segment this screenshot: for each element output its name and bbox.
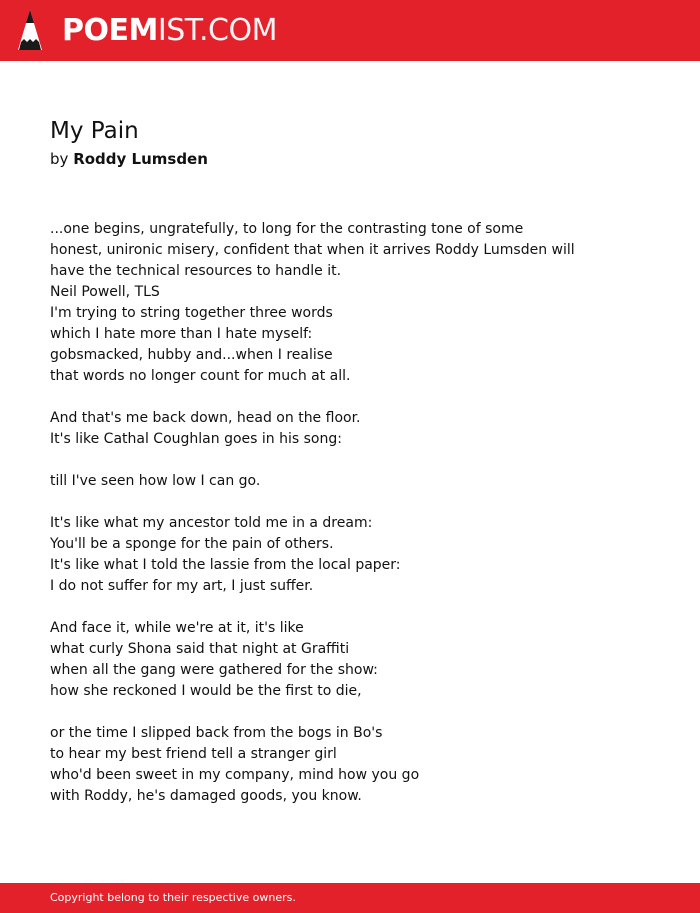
poem-line: You'll be a sponge for the pain of others.: [50, 536, 334, 552]
poem-line: And that's me back down, head on the floor.: [50, 410, 361, 426]
poem-line: ...one begins, ungratefully, to long for the contrasting tone of some: [50, 221, 524, 237]
poem-line: what curly Shona said that night at Graffiti: [50, 641, 350, 657]
poem-line: It's like Cathal Coughlan goes in his song:: [50, 431, 342, 447]
site-header: [0, 0, 700, 61]
poem-line: till I've seen how low I can go.: [50, 473, 261, 489]
site-logo[interactable]: [62, 14, 277, 48]
stanza-break: [50, 597, 650, 618]
poem-line: honest, unironic misery, confident that when it arrives Roddy Lumsden will: [50, 242, 575, 258]
copyright-text: Copyright belong to their respective owners.: [50, 891, 296, 904]
poem-body: [50, 219, 650, 807]
logo-text-light: IST.COM: [157, 13, 277, 48]
logo-text-strong: POEM: [62, 13, 158, 48]
author-name: Roddy Lumsden: [73, 150, 208, 168]
poem-line: I do not suffer for my art, I just suffer.: [50, 578, 314, 594]
stanza-break: [50, 702, 650, 723]
poem-line: I'm trying to string together three words: [50, 305, 333, 321]
poem-line: that words no longer count for much at all.: [50, 368, 351, 384]
poem-line: It's like what I told the lassie from the local paper:: [50, 557, 401, 573]
stanza-break: [50, 450, 650, 471]
poem-line: with Roddy, he's damaged goods, you know.: [50, 788, 362, 804]
pencil-tip-icon[interactable]: [17, 9, 43, 51]
poem-line: Neil Powell, TLS: [50, 284, 160, 300]
poem-line: how she reckoned I would be the first to die,: [50, 683, 362, 699]
byline: [50, 148, 208, 170]
by-label: by: [50, 150, 69, 168]
poem-line: gobsmacked, hubby and...when I realise: [50, 347, 333, 363]
stanza-break: [50, 387, 650, 408]
poem-line: It's like what my ancestor told me in a dream:: [50, 515, 373, 531]
poem-line: which I hate more than I hate myself:: [50, 326, 313, 342]
poem-line: And face it, while we're at it, it's like: [50, 620, 304, 636]
site-footer: [0, 883, 700, 913]
poem-line: or the time I slipped back from the bogs in Bo's: [50, 725, 383, 741]
stanza-break: [50, 492, 650, 513]
poem-line: who'd been sweet in my company, mind how you go: [50, 767, 420, 783]
poem-line: to hear my best friend tell a stranger girl: [50, 746, 337, 762]
poem-line: when all the gang were gathered for the show:: [50, 662, 378, 678]
poem-line: have the technical resources to handle it.: [50, 263, 342, 279]
poem-title: My Pain: [50, 118, 139, 144]
